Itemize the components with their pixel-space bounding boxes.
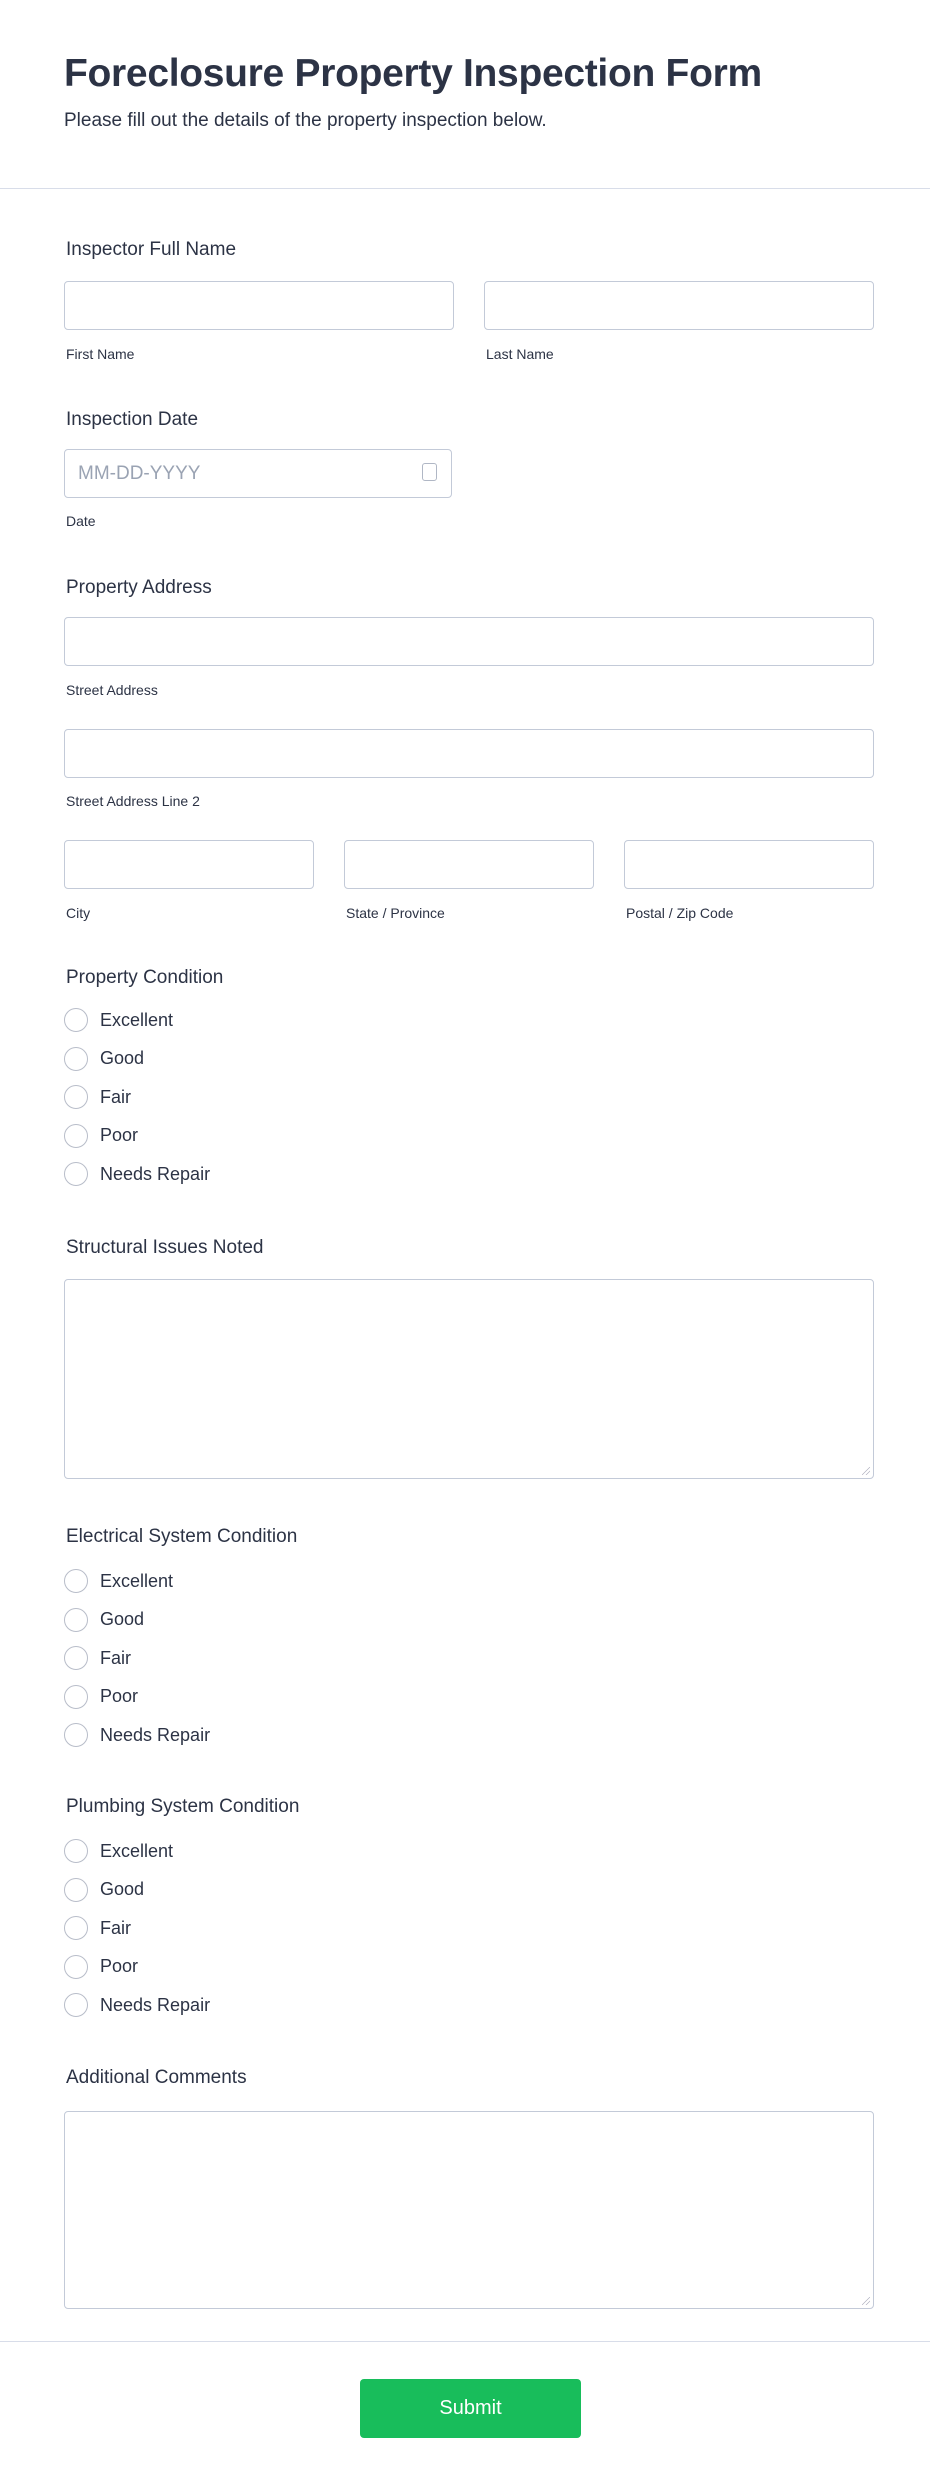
- option-label: Good: [100, 1879, 145, 1899]
- date-input[interactable]: [64, 449, 452, 498]
- option-label: Fair: [100, 1917, 131, 1938]
- electrical-condition-label: Electrical System Condition: [66, 1526, 298, 1547]
- city-sublabel: City: [66, 905, 91, 921]
- state-input[interactable]: [344, 840, 594, 889]
- radio-button[interactable]: [64, 1608, 88, 1632]
- page-subtitle: Please fill out the details of the property inspection below.: [64, 110, 547, 131]
- zip-sublabel: Postal / Zip Code: [626, 905, 734, 921]
- radio-button[interactable]: [64, 1955, 88, 1979]
- option-label: Needs Repair: [100, 1724, 211, 1745]
- radio-button[interactable]: [64, 1569, 88, 1593]
- option-label: Needs Repair: [100, 1994, 211, 2015]
- resize-grip-icon[interactable]: [862, 2297, 870, 2305]
- radio-button[interactable]: [64, 1047, 88, 1071]
- radio-button[interactable]: [64, 1085, 88, 1109]
- plumbing-option[interactable]: [64, 1916, 131, 1940]
- date-placeholder: MM-DD-YYYY: [78, 463, 201, 484]
- radio-button[interactable]: [64, 1124, 88, 1148]
- radio-button[interactable]: [64, 1685, 88, 1709]
- electrical-option[interactable]: [64, 1608, 144, 1632]
- property_condition-option[interactable]: [64, 1124, 138, 1148]
- page-title: Foreclosure Property Inspection Form: [64, 52, 762, 95]
- property-condition-label: Property Condition: [66, 967, 224, 988]
- electrical-option[interactable]: [64, 1569, 173, 1593]
- radio-button[interactable]: [64, 1878, 88, 1902]
- resize-grip-icon[interactable]: [862, 1467, 870, 1475]
- property-address-label: Property Address: [66, 577, 212, 598]
- option-label: Good: [100, 1048, 145, 1068]
- radio-button[interactable]: [64, 1993, 88, 2017]
- plumbing-option[interactable]: [64, 1839, 173, 1863]
- electrical-option[interactable]: [64, 1646, 131, 1670]
- last-name-input[interactable]: [484, 281, 874, 330]
- property_condition-option[interactable]: [64, 1162, 210, 1186]
- radio-button[interactable]: [64, 1162, 88, 1186]
- radio-button[interactable]: [64, 1916, 88, 1940]
- option-label: Poor: [100, 1686, 139, 1706]
- option-label: Poor: [100, 1956, 139, 1976]
- electrical-option[interactable]: [64, 1685, 138, 1709]
- first-name-input[interactable]: [64, 281, 454, 330]
- header-divider: [0, 188, 930, 189]
- inspector-name-label: Inspector Full Name: [66, 239, 237, 260]
- option-label: Fair: [100, 1647, 131, 1668]
- street-address-2-sublabel: Street Address Line 2: [66, 793, 200, 809]
- radio-button[interactable]: [64, 1646, 88, 1670]
- structural-issues-textarea[interactable]: [64, 1279, 874, 1479]
- option-label: Excellent: [100, 1840, 174, 1861]
- plumbing-option[interactable]: [64, 1993, 210, 2017]
- structural-issues-label: Structural Issues Noted: [66, 1237, 264, 1258]
- option-label: Excellent: [100, 1009, 174, 1030]
- inspection-date-label: Inspection Date: [66, 409, 199, 430]
- electrical-option[interactable]: [64, 1723, 210, 1747]
- zip-input[interactable]: [624, 840, 874, 889]
- additional-comments-textarea[interactable]: [64, 2111, 874, 2309]
- street-address-input[interactable]: [64, 617, 874, 666]
- option-label: Poor: [100, 1125, 139, 1145]
- property_condition-option[interactable]: [64, 1085, 131, 1109]
- plumbing-option[interactable]: [64, 1878, 144, 1902]
- city-input[interactable]: [64, 840, 314, 889]
- plumbing-condition-label: Plumbing System Condition: [66, 1796, 300, 1817]
- first-name-sublabel: First Name: [66, 346, 135, 362]
- calendar-icon[interactable]: [422, 463, 437, 481]
- last-name-sublabel: Last Name: [486, 346, 554, 362]
- additional-comments-label: Additional Comments: [66, 2067, 247, 2088]
- radio-button[interactable]: [64, 1839, 88, 1863]
- property_condition-option[interactable]: [64, 1047, 144, 1071]
- state-sublabel: State / Province: [346, 905, 445, 921]
- plumbing-option[interactable]: [64, 1955, 138, 1979]
- option-label: Needs Repair: [100, 1163, 211, 1184]
- option-label: Excellent: [100, 1570, 174, 1591]
- footer-divider: [0, 2341, 930, 2342]
- street-address-sublabel: Street Address: [66, 682, 158, 698]
- property_condition-option[interactable]: [64, 1008, 173, 1032]
- submit-button[interactable]: Submit: [360, 2379, 581, 2438]
- radio-button[interactable]: [64, 1008, 88, 1032]
- option-label: Good: [100, 1609, 145, 1629]
- date-sublabel: Date: [66, 513, 96, 529]
- street-address-2-input[interactable]: [64, 729, 874, 778]
- radio-button[interactable]: [64, 1723, 88, 1747]
- option-label: Fair: [100, 1086, 131, 1107]
